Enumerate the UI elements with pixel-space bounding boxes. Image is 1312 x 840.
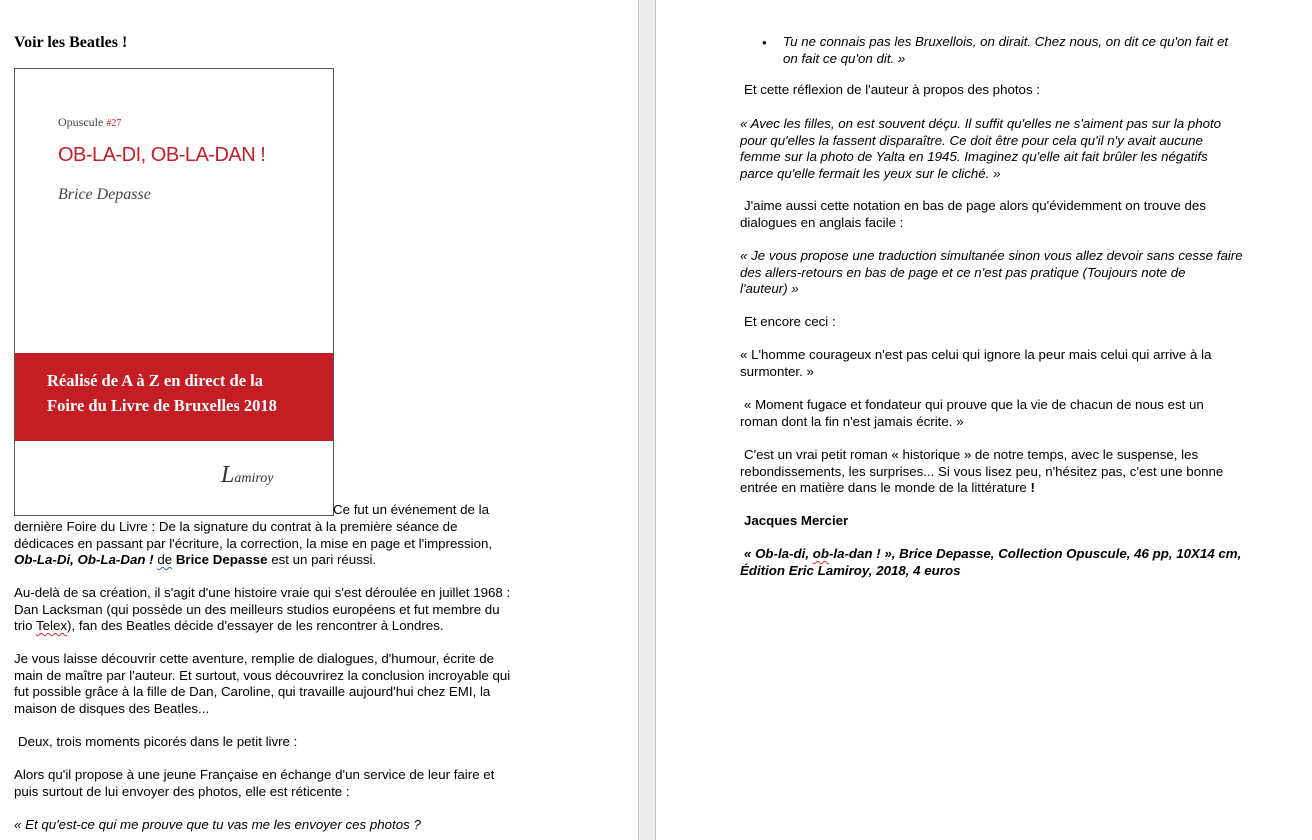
book-reference-line-1 — [740, 546, 1241, 563]
paragraph-2-line-1: Au-delà de sa création, il s'agit d'une histoire vraie qui s'est déroulée en juillet 1968 : — [14, 585, 511, 600]
paragraph-2-line-3 — [14, 618, 444, 635]
right-quote-photos-line-4: parce qu'elle fermait les yeux sur le cliché. » — [740, 165, 1001, 181]
de-word: de — [157, 552, 173, 567]
conclusion-line-3-text: entrée en matière dans le monde de la littérature — [740, 480, 1027, 495]
right-quote-photos — [740, 116, 1221, 182]
signature: Jacques Mercier — [744, 513, 849, 528]
paragraph-2-line-2: Dan Lacksman (qui possède un des meilleurs studios européens et fut membre du — [14, 602, 500, 617]
ref-ob-word: ob — [812, 546, 829, 561]
right-quote-photos-line-3: femme sur la photo de Yalta en 1945. Imaginez qu'elle ait fait brûler les négatifs — [740, 149, 1208, 164]
paragraph-5-line-2: puis surtout de lui envoyer des photos, elle est réticente : — [14, 784, 350, 799]
bullet-icon: • — [762, 35, 767, 50]
book-reference-line-2: Édition Eric Lamiroy, 2018, 4 euros — [740, 562, 961, 578]
right-quote-translation-line-1: « Je vous propose une traduction simultanée sinon vous allez devoir sans cesse faire — [740, 248, 1243, 263]
right-quote-courage-line-1: « L'homme courageux n'est pas celui qui ignore la peur mais celui qui arrive à la — [740, 347, 1212, 362]
author-inline: Brice Depasse — [175, 552, 268, 567]
book-reference — [740, 546, 1241, 579]
bullet-quote-line-2: on fait ce qu'on dit. » — [783, 50, 906, 66]
right-quote-moment-line-2: roman dont la fin n'est jamais écrite. » — [740, 413, 964, 429]
paragraph-intro-line-4 — [14, 552, 376, 569]
right-para-conclusion-line-3 — [740, 480, 1223, 497]
cover-band-line-1: Réalisé de A à Z en direct de la — [47, 371, 264, 390]
cover-band-line-2: Foire du Livre de Bruxelles 2018 — [47, 396, 277, 415]
paragraph-4: Deux, trois moments picorés dans le petit livre : — [18, 734, 298, 749]
paragraph-3-line-2: main de maître par l'auteur. Et surtout, vous découvrirez la conclusion incroyable qui — [14, 668, 511, 683]
book-cover-image[interactable] — [14, 68, 334, 516]
right-para-1: Et cette réflexion de l'auteur à propos des photos : — [744, 82, 1040, 97]
right-quote-photos-line-1: « Avec les filles, on est souvent déçu. Il suffit qu'elles ne s'aiment pas sur la photo — [740, 116, 1222, 131]
right-para-conclusion — [740, 447, 1223, 497]
publisher-rest: amiroy — [234, 471, 274, 486]
right-quote-photos-line-2: pour qu'elles la fassent disparaître. Ce doit être pour cela qu'il n'y avait aucune — [740, 132, 1203, 148]
right-quote-moment-line-1: « Moment fugace et fondateur qui prouve que la vie de chacun de nous est un — [744, 397, 1204, 412]
article-title: Voir les Beatles ! — [14, 34, 128, 51]
paragraph-3-line-1: Je vous laisse découvrir cette aventure, remplie de dialogues, d'humour, écrite de — [14, 651, 495, 666]
page-gutter — [638, 0, 656, 840]
paragraph-intro-line-3: dédicaces en passant par l'écriture, la correction, la mise en page et l'impression, — [14, 536, 493, 551]
trio-word: trio — [14, 618, 33, 633]
conclusion-exclamation: ! — [1030, 480, 1035, 495]
document-page-right[interactable] — [656, 0, 1312, 840]
paragraph-3-line-3: fut possible grâce à la fille de Dan, Caroline, qui travaille aujourd'hui chez EMI, la — [14, 684, 491, 699]
cover-series-number: #27 — [106, 118, 122, 129]
bullet-quote — [783, 34, 1288, 67]
right-quote-translation-line-2: des allers-retours en bas de page et ce n'est pas pratique (Toujours note de — [740, 264, 1186, 280]
right-para-encore: Et encore ceci : — [744, 314, 836, 329]
document-page-left[interactable] — [0, 0, 638, 840]
cover-title: OB-LA-DI, OB-LA-DAN ! — [58, 144, 266, 166]
cover-series-name: Opuscule — [58, 115, 104, 129]
telex-word: Telex — [35, 618, 67, 633]
paragraph-2-line-3-rest: ), fan des Beatles décide d'essayer de les rencontrer à Londres. — [67, 618, 444, 633]
right-quote-courage — [740, 347, 1211, 380]
paragraph-intro-line-2: dernière Foire du Livre : De la signature du contrat à la première séance de — [14, 519, 458, 534]
right-quote-courage-line-2: surmonter. » — [740, 363, 814, 379]
right-quote-translation — [740, 248, 1243, 298]
publisher-initial: L — [221, 462, 235, 488]
right-quote-translation-line-3: l'auteur) » — [740, 281, 799, 296]
right-para-conclusion-line-2: rebondissements, les surprises... Si vous lisez peu, n'hésitez pas, c'est une bonne — [740, 463, 1224, 479]
right-para-footnote — [740, 198, 1206, 231]
paragraph-5-line-1: Alors qu'il propose à une jeune Française en échange d'un service de leur faire et — [14, 767, 495, 782]
right-para-conclusion-line-1: C'est un vrai petit roman « historique » de notre temps, avec le suspense, les — [744, 447, 1199, 462]
right-para-footnote-line-2: dialogues en anglais facile : — [740, 214, 904, 230]
bullet-quote-line-1: Tu ne connais pas les Bruxellois, on dirait. Chez nous, on dit ce qu'on fait et — [783, 34, 1229, 49]
cover-publisher-logo — [221, 462, 274, 488]
cover-author: Brice Depasse — [58, 186, 151, 203]
intro-rest: est un pari réussi. — [271, 552, 377, 567]
ref-line-1-rest: -la-dan ! », Brice Depasse, Collection Opuscule, 46 pp, 10X14 cm, — [828, 546, 1242, 561]
ref-title-start: « Ob-la-di, — [744, 546, 810, 561]
paragraph-intro-first-line: Ce fut un événement de la — [333, 502, 489, 517]
paragraph-3-line-4: maison de disques des Beatles... — [14, 701, 210, 716]
cover-series — [58, 114, 121, 133]
book-title-inline: Ob-La-Di, Ob-La-Dan ! — [14, 552, 154, 567]
cover-red-band — [15, 353, 333, 441]
quote-photos: « Et qu'est-ce qui me prouve que tu vas me les envoyer ces photos ? — [14, 817, 421, 832]
right-para-footnote-line-1: J'aime aussi cette notation en bas de page alors qu'évidemment on trouve des — [744, 198, 1206, 213]
right-quote-moment — [740, 397, 1204, 430]
